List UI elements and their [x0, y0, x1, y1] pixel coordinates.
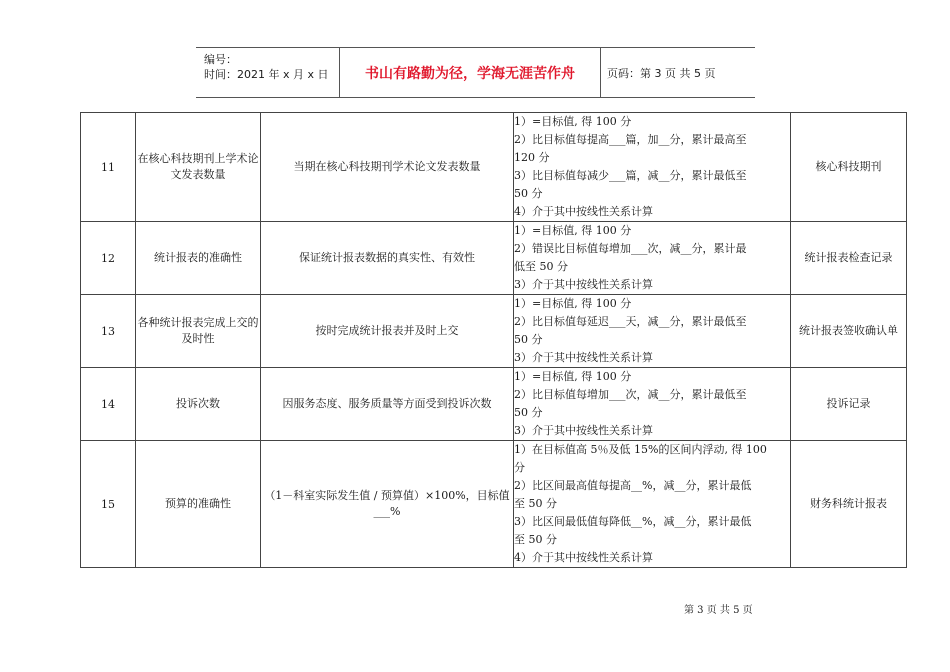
time-label: 时间：2021 年 x 月 x 日	[204, 68, 329, 81]
scoring-rules	[514, 295, 791, 368]
indicator-definition: 按时完成统计报表并及时上交	[261, 295, 514, 368]
indicator-definition: 因服务态度、服务质量等方面受到投诉次数	[261, 368, 514, 441]
scoring-rule-line: 50 分	[514, 187, 543, 200]
page-footer: 第 3 页 共 5 页	[684, 605, 753, 616]
scoring-rule-line: 2）比区间最高值每提高__%，减__分，累计最低	[514, 479, 752, 492]
indicator-name: 预算的准确性	[136, 441, 261, 568]
scoring-rule-line: 至 50 分	[514, 497, 557, 510]
scoring-rule-line: 分	[514, 461, 525, 474]
scoring-rule-line: 1）=目标值, 得 100 分	[514, 297, 632, 310]
data-source: 统计报表签收确认单	[791, 295, 907, 368]
header-meta	[196, 48, 340, 97]
page-header	[196, 47, 755, 98]
scoring-rule-line: 3）介于其中按线性关系计算	[514, 278, 653, 291]
indicator-definition: 当期在核心科技期刊学术论文发表数量	[261, 113, 514, 222]
table-row	[81, 222, 907, 295]
scoring-rule-line: 低至 50 分	[514, 260, 568, 273]
scoring-rules	[514, 368, 791, 441]
scoring-rule-line: 120 分	[514, 151, 550, 164]
scoring-rule-line: 2）错误比目标值每增加___次，减__分，累计最	[514, 242, 747, 255]
scoring-rule-line: 3）比区间最低值每降低__%，减__分，累计最低	[514, 515, 752, 528]
indicator-name: 投诉次数	[136, 368, 261, 441]
scoring-rule-line: 至 50 分	[514, 533, 557, 546]
row-number: 12	[81, 222, 136, 295]
scoring-rule-line: 50 分	[514, 406, 543, 419]
table-row	[81, 113, 907, 222]
scoring-rule-line: 2）比目标值每提高___篇，加__分，累计最高至	[514, 133, 747, 146]
number-label: 编号：	[204, 53, 237, 66]
indicator-definition: 保证统计报表数据的真实性、有效性	[261, 222, 514, 295]
kpi-table	[80, 112, 907, 568]
row-number: 15	[81, 441, 136, 568]
header-motto: 书山有路勤为径，学海无涯苦作舟	[340, 48, 601, 97]
scoring-rule-line: 1）=目标值, 得 100 分	[514, 115, 632, 128]
indicator-name: 在核心科技期刊上学术论文发表数量	[136, 113, 261, 222]
indicator-name: 各种统计报表完成上交的及时性	[136, 295, 261, 368]
scoring-rule-line: 1）=目标值, 得 100 分	[514, 370, 632, 383]
row-number: 11	[81, 113, 136, 222]
scoring-rule-line: 4）介于其中按线性关系计算	[514, 205, 653, 218]
indicator-name: 统计报表的准确性	[136, 222, 261, 295]
row-number: 13	[81, 295, 136, 368]
scoring-rule-line: 3）介于其中按线性关系计算	[514, 351, 653, 364]
scoring-rules	[514, 222, 791, 295]
data-source: 投诉记录	[791, 368, 907, 441]
scoring-rules	[514, 113, 791, 222]
scoring-rules	[514, 441, 791, 568]
scoring-rule-line: 1）在目标值高 5％及低 15%的区间内浮动, 得 100	[514, 443, 767, 456]
row-number: 14	[81, 368, 136, 441]
indicator-definition: （1－科室实际发生值 / 预算值）×100%，目标值___%	[261, 441, 514, 568]
scoring-rule-line: 3）比目标值每减少___篇，减__分，累计最低至	[514, 169, 747, 182]
scoring-rule-line: 2）比目标值每增加___次，减__分，累计最低至	[514, 388, 747, 401]
data-source: 统计报表检查记录	[791, 222, 907, 295]
scoring-rule-line: 1）=目标值, 得 100 分	[514, 224, 632, 237]
table-row	[81, 295, 907, 368]
scoring-rule-line: 4）介于其中按线性关系计算	[514, 551, 653, 564]
table-row	[81, 368, 907, 441]
data-source: 核心科技期刊	[791, 113, 907, 222]
header-page-label: 页码：第 3 页 共 5 页	[607, 66, 716, 80]
table-row	[81, 441, 907, 568]
scoring-rule-line: 50 分	[514, 333, 543, 346]
data-source: 财务科统计报表	[791, 441, 907, 568]
scoring-rule-line: 2）比目标值每延迟___天，减__分，累计最低至	[514, 315, 747, 328]
scoring-rule-line: 3）介于其中按线性关系计算	[514, 424, 653, 437]
